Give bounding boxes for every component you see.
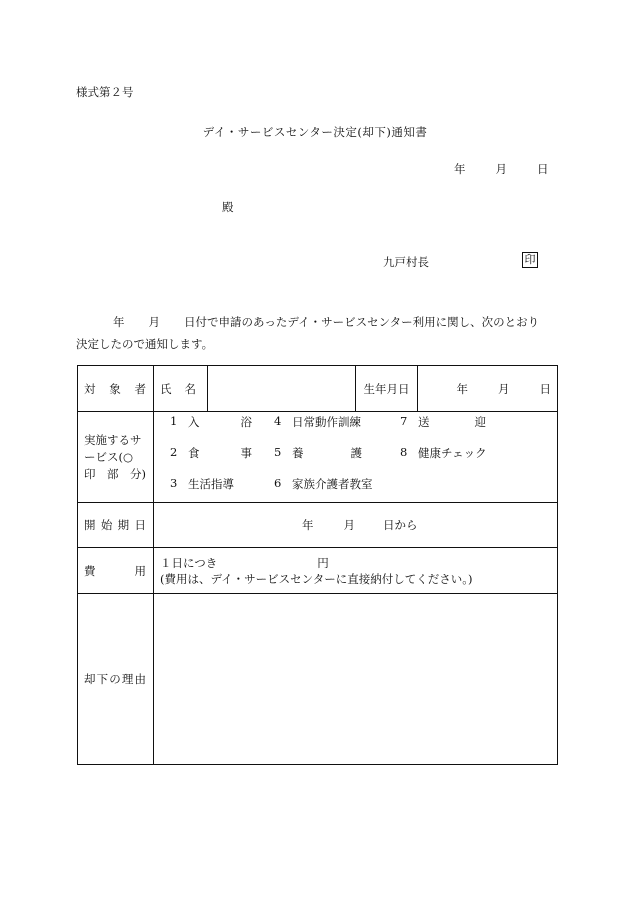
body-month-unit: 月 — [148, 315, 160, 329]
seal-mark: 印 — [522, 252, 538, 268]
document-title: デイ・サービスセンター決定(却下)通知書 — [202, 125, 428, 139]
issue-date — [454, 161, 549, 177]
service-item-5: 5 養 護 — [274, 445, 362, 460]
service-item-1: 1 入 浴 — [170, 414, 252, 429]
fee-label: 費 用 — [78, 548, 154, 594]
body-text — [76, 311, 558, 355]
issue-date-month-unit: 月 — [495, 162, 507, 176]
addressee-suffix: 殿 — [222, 200, 234, 214]
dob-month-unit: 月 — [498, 381, 510, 396]
fee-per-day: １日につき — [160, 555, 218, 570]
dob-day-unit: 日 — [539, 381, 551, 396]
name-value — [208, 366, 356, 412]
dob-year-unit: 年 — [456, 381, 468, 396]
service-item-4: 4 日常動作訓練 — [274, 414, 361, 429]
start-date-value — [154, 503, 558, 548]
subject-row — [78, 366, 558, 412]
service-item-7: 7 送 迎 — [400, 414, 486, 429]
subject-label: 対 象 者 — [78, 366, 154, 412]
service-item-3: 3 生活指導 — [170, 476, 234, 491]
notice-table — [77, 365, 558, 765]
fee-unit: 円 — [317, 555, 329, 570]
rejection-row — [78, 594, 558, 765]
body-year-unit: 年 — [113, 315, 125, 329]
name-label: 氏 名 — [154, 366, 208, 412]
form-number: 様式第２号 — [76, 85, 134, 99]
rejection-label: 却 下 の 理 由 — [78, 594, 154, 765]
fee-row — [78, 548, 558, 594]
body-line-2: 決定したので通知します。 — [76, 337, 214, 351]
fee-note: (費用は、デイ・サービスセンターに直接納付してください。) — [160, 571, 473, 586]
body-line-1 — [76, 311, 558, 333]
start-year-unit: 年 — [302, 518, 314, 532]
issue-date-day-unit: 日 — [537, 162, 549, 176]
services-row — [78, 412, 558, 503]
issue-date-year-unit: 年 — [454, 162, 466, 176]
dob-value — [418, 366, 558, 412]
service-item-6: 6 家族介護者教室 — [274, 476, 373, 491]
services-list — [154, 412, 558, 503]
dob-label: 生年月日 — [356, 366, 418, 412]
service-item-2: 2 食 事 — [170, 445, 252, 460]
start-day-suffix: 日から — [383, 518, 418, 532]
service-item-8: 8 健康チェック — [400, 445, 487, 460]
fee-value — [154, 548, 558, 594]
issuer-name: 九戸村長 — [383, 255, 429, 269]
rejection-value — [154, 594, 558, 765]
start-month-unit: 月 — [343, 518, 355, 532]
start-date-row — [78, 503, 558, 548]
services-label: 実施するサ ービス(○ 印 部 分) — [78, 412, 154, 503]
start-date-label: 開 始 期 日 — [78, 503, 154, 548]
body-line-1-rest: 日付で申請のあったデイ・サービスセンター利用に関し、次のとおり — [184, 315, 540, 329]
